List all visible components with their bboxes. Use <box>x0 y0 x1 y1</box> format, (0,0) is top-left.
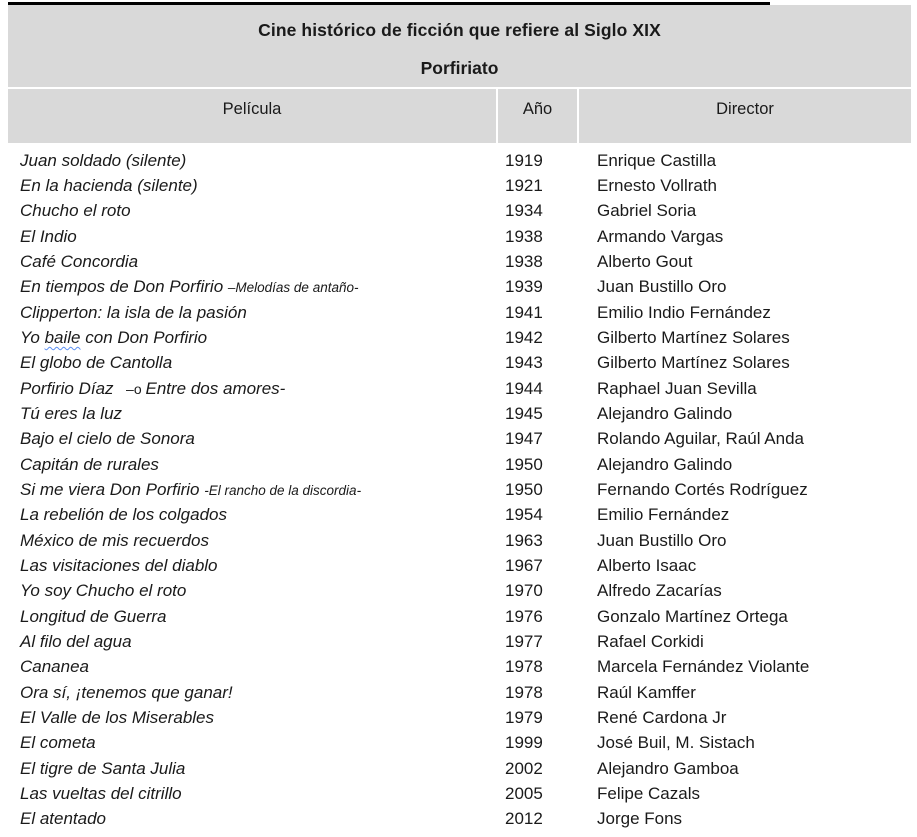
film-director: José Buil, M. Sistach <box>597 733 755 753</box>
film-director: Ernesto Vollrath <box>597 175 718 195</box>
film-row <box>8 731 917 756</box>
film-year: 1970 <box>505 581 543 601</box>
film-director: Juan Bustillo Oro <box>597 530 727 550</box>
title-segment: En tiempos de Don Porfirio <box>20 277 228 297</box>
film-year: 1945 <box>505 403 543 423</box>
film-director: Rafael Corkidi <box>597 631 704 651</box>
film-director: Raphael Juan Sevilla <box>597 378 757 398</box>
film-director: Gilberto Martínez Solares <box>597 327 790 347</box>
film-title <box>8 176 500 196</box>
title-segment: Bajo el cielo de Sonora <box>20 429 195 449</box>
film-year: 1938 <box>505 226 543 246</box>
title-segment: –o <box>118 380 146 397</box>
film-year: 1979 <box>505 707 543 727</box>
title-segment: Las visitaciones del diablo <box>20 555 218 575</box>
film-director: Emilio Indio Fernández <box>597 302 771 322</box>
film-year: 1942 <box>505 327 543 347</box>
title-segment: Tú eres la luz <box>20 403 123 423</box>
film-title <box>8 531 500 551</box>
film-title <box>8 353 500 373</box>
film-director: Juan Bustillo Oro <box>597 277 727 297</box>
film-row <box>8 325 917 350</box>
film-year: 1967 <box>505 555 543 575</box>
title-segment: Entre dos amores- <box>145 378 286 398</box>
film-director: Felipe Cazals <box>597 783 700 803</box>
film-director: Gonzalo Martínez Ortega <box>597 606 788 626</box>
film-director: Raúl Kamffer <box>597 682 696 702</box>
column-header-pelicula: Película <box>8 89 498 143</box>
film-director: Fernando Cortés Rodríguez <box>597 479 808 499</box>
film-director: René Cardona Jr <box>597 707 727 727</box>
title-segment: Clipperton: la isla de la pasión <box>20 302 247 322</box>
film-row <box>8 604 917 629</box>
film-row <box>8 477 917 502</box>
film-title <box>8 455 500 475</box>
film-year: 1939 <box>505 277 543 297</box>
film-title <box>8 227 500 247</box>
title-segment: Yo <box>20 327 45 347</box>
film-year: 1977 <box>505 631 543 651</box>
film-row <box>8 705 917 730</box>
title-segment: El globo de Cantolla <box>20 353 173 373</box>
film-director: Emilio Fernández <box>597 505 730 525</box>
title-segment: El cometa <box>20 733 96 753</box>
film-year: 1976 <box>505 606 543 626</box>
film-title <box>8 809 500 829</box>
film-director: Alejandro Galindo <box>597 454 733 474</box>
film-director: Alberto Isaac <box>597 555 697 575</box>
title-segment: Chucho el roto <box>20 201 131 221</box>
film-year: 1947 <box>505 429 543 449</box>
film-director: Alejandro Galindo <box>597 403 733 423</box>
film-year: 2012 <box>505 809 543 829</box>
film-row <box>8 629 917 654</box>
film-title <box>8 277 500 297</box>
film-row <box>8 781 917 806</box>
title-segment: Si me viera Don Porfirio <box>20 479 205 499</box>
title-segment: -El rancho de la discordia- <box>204 482 362 498</box>
film-row <box>8 807 917 832</box>
film-row <box>8 579 917 604</box>
film-year: 1978 <box>505 657 543 677</box>
film-row <box>8 351 917 376</box>
title-segment: Porfirio Díaz <box>20 378 119 398</box>
film-director: Gabriel Soria <box>597 201 697 221</box>
film-title <box>8 252 500 272</box>
film-row <box>8 376 917 401</box>
film-row <box>8 300 917 325</box>
film-director: Rolando Aguilar, Raúl Anda <box>597 429 804 449</box>
film-table-body <box>8 148 917 832</box>
misspelled-word: baile <box>44 327 81 347</box>
film-director: Enrique Castilla <box>597 150 717 170</box>
title-segment: Café Concordia <box>20 251 139 271</box>
title-segment: El atentado <box>20 809 107 829</box>
column-header-director: Director <box>716 100 774 118</box>
film-year: 2002 <box>505 758 543 778</box>
title-segment: El Valle de los Miserables <box>20 707 215 727</box>
table-column-header-row <box>8 89 911 143</box>
film-year: 1938 <box>505 251 543 271</box>
film-year: 1999 <box>505 733 543 753</box>
film-title <box>8 505 500 525</box>
table-title: Cine histórico de ficción que refiere al Siglo XIX <box>258 20 661 40</box>
film-row <box>8 452 917 477</box>
film-row <box>8 148 917 173</box>
film-director: Jorge Fons <box>597 809 683 829</box>
film-year: 1950 <box>505 454 543 474</box>
film-director: Alberto Gout <box>597 251 693 271</box>
film-year: 1934 <box>505 201 543 221</box>
title-segment: con Don Porfirio <box>80 327 208 347</box>
film-title <box>8 429 500 449</box>
film-row <box>8 528 917 553</box>
film-director: Marcela Fernández Violante <box>597 657 810 677</box>
film-title <box>8 303 500 323</box>
film-row <box>8 503 917 528</box>
film-year: 1941 <box>505 302 543 322</box>
title-segment: Juan soldado (silente) <box>20 150 187 170</box>
film-title <box>8 657 500 677</box>
film-row <box>8 655 917 680</box>
title-segment: El Indio <box>20 226 77 246</box>
film-title <box>8 151 500 171</box>
column-header-ano: Año <box>498 89 579 143</box>
table-header-title-band <box>8 5 911 87</box>
film-title <box>8 201 500 221</box>
film-title <box>8 683 500 703</box>
film-year: 1978 <box>505 682 543 702</box>
title-segment: Al filo del agua <box>20 631 132 651</box>
film-title <box>8 556 500 576</box>
film-title <box>8 480 500 500</box>
title-segment: Capitán de rurales <box>20 454 159 474</box>
film-director: Alfredo Zacarías <box>597 581 722 601</box>
film-title <box>8 708 500 728</box>
title-segment: Ora sí, ¡tenemos que ganar! <box>20 682 233 702</box>
title-segment: Las vueltas del citrillo <box>20 783 182 803</box>
film-director: Alejandro Gamboa <box>597 758 739 778</box>
film-year: 1954 <box>505 505 543 525</box>
film-director: Armando Vargas <box>597 226 724 246</box>
film-year: 1950 <box>505 479 543 499</box>
film-title <box>8 733 500 753</box>
title-segment: La rebelión de los colgados <box>20 505 227 525</box>
film-title <box>8 581 500 601</box>
film-title <box>8 607 500 627</box>
film-row <box>8 401 917 426</box>
film-row <box>8 173 917 198</box>
film-title <box>8 632 500 652</box>
film-row <box>8 427 917 452</box>
film-year: 1944 <box>505 378 543 398</box>
film-title <box>8 759 500 779</box>
title-segment: México de mis recuerdos <box>20 530 209 550</box>
film-year: 2005 <box>505 783 543 803</box>
title-segment: Cananea <box>20 657 90 677</box>
film-year: 1921 <box>505 175 543 195</box>
title-segment: –Melodías de antaño- <box>227 280 359 296</box>
title-segment: Yo soy Chucho el roto <box>20 581 187 601</box>
film-row <box>8 680 917 705</box>
film-year: 1963 <box>505 530 543 550</box>
film-row <box>8 275 917 300</box>
film-row <box>8 553 917 578</box>
film-row <box>8 199 917 224</box>
film-director: Gilberto Martínez Solares <box>597 353 790 373</box>
title-segment: En la hacienda (silente) <box>20 175 198 195</box>
film-row <box>8 249 917 274</box>
title-segment: El tigre de Santa Julia <box>20 758 186 778</box>
film-title <box>8 404 500 424</box>
film-year: 1943 <box>505 353 543 373</box>
film-row <box>8 224 917 249</box>
film-row <box>8 756 917 781</box>
film-title <box>8 328 500 348</box>
table-subtitle: Porfiriato <box>420 58 499 78</box>
title-segment: Longitud de Guerra <box>20 606 167 626</box>
film-title <box>8 379 500 399</box>
film-title <box>8 784 500 804</box>
film-year: 1919 <box>505 150 543 170</box>
